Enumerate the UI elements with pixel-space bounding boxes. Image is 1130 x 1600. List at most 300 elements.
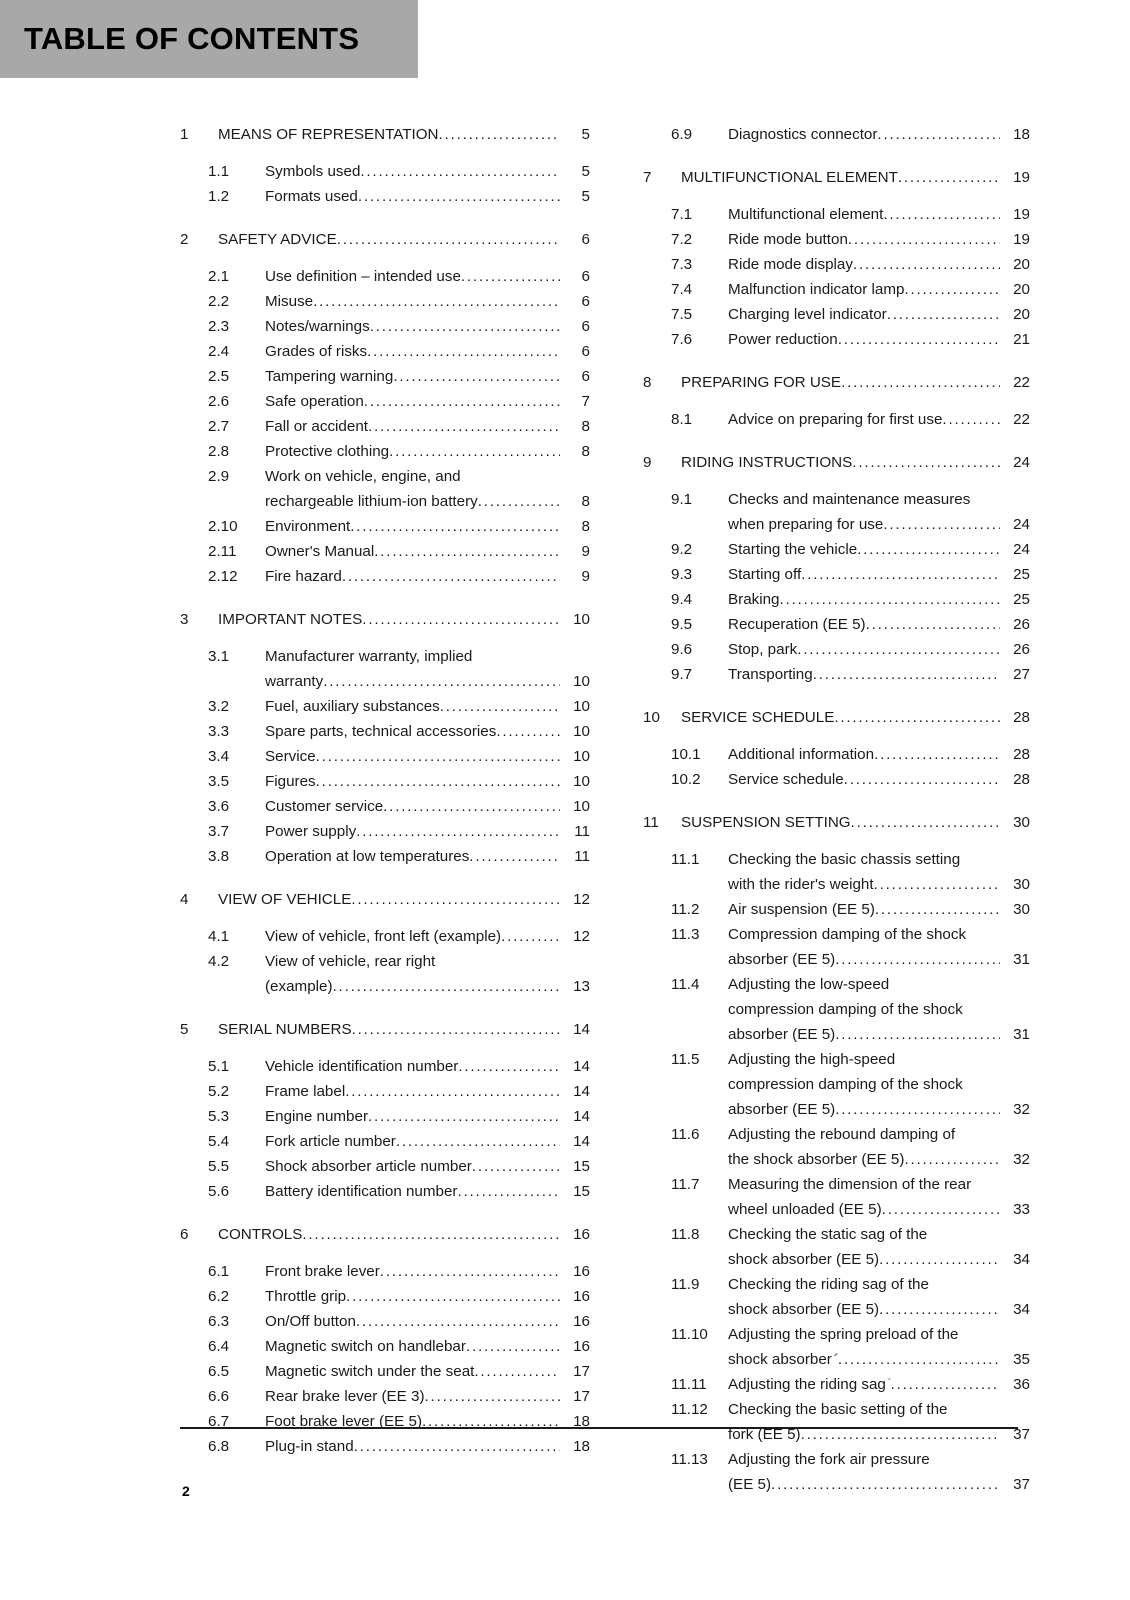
toc-entry-title: Symbols used bbox=[265, 163, 361, 180]
toc-section-entry[interactable] bbox=[643, 1397, 1030, 1447]
toc-entry-page: 37 bbox=[1013, 1476, 1030, 1493]
toc-entry-body bbox=[265, 1284, 590, 1309]
toc-entry-page: 19 bbox=[1013, 169, 1030, 186]
toc-entry-number: 2.5 bbox=[208, 368, 230, 385]
toc-entry-number: 7 bbox=[643, 169, 652, 186]
toc-entry-page: 17 bbox=[573, 1388, 590, 1405]
toc-entry-page: 28 bbox=[1013, 771, 1030, 788]
toc-entry-body bbox=[728, 302, 1030, 327]
toc-section-entry[interactable] bbox=[180, 719, 590, 744]
toc-entry-title: Adjusting the fork air pressure bbox=[728, 1451, 930, 1468]
toc-section-entry[interactable] bbox=[643, 537, 1030, 562]
toc-section-entry[interactable] bbox=[180, 1334, 590, 1359]
toc-entry-title: Ride mode display bbox=[728, 256, 853, 273]
toc-entry-title: SERIAL NUMBERS bbox=[218, 1021, 352, 1038]
toc-section-entry[interactable] bbox=[180, 439, 590, 464]
toc-entry-body bbox=[728, 1272, 1030, 1322]
toc-entry-number: 3.3 bbox=[208, 723, 230, 740]
toc-section-entry[interactable] bbox=[643, 562, 1030, 587]
toc-entry-title: VIEW OF VEHICLE bbox=[218, 891, 352, 908]
toc-chapter-entry[interactable] bbox=[180, 227, 590, 252]
toc-entry-number: 9 bbox=[643, 454, 652, 471]
toc-section-entry[interactable] bbox=[180, 1384, 590, 1409]
leader-dots bbox=[323, 669, 560, 694]
toc-entry-body bbox=[265, 1359, 590, 1384]
toc-section-entry[interactable] bbox=[180, 819, 590, 844]
toc-entry-page: 31 bbox=[1013, 1026, 1030, 1043]
toc-section-entry[interactable] bbox=[180, 1129, 590, 1154]
toc-entry-body bbox=[265, 719, 590, 744]
toc-entry-body bbox=[265, 744, 590, 769]
toc-entry-body bbox=[728, 587, 1030, 612]
toc-entry-title: RIDING INSTRUCTIONS bbox=[681, 454, 853, 471]
toc-entry-body bbox=[265, 1154, 590, 1179]
toc-entry-page: 18 bbox=[573, 1413, 590, 1430]
toc-section-entry[interactable] bbox=[643, 637, 1030, 662]
toc-entry-page: 8 bbox=[581, 493, 590, 510]
leader-dots bbox=[383, 794, 560, 819]
toc-entry-number: 4.1 bbox=[208, 928, 230, 945]
toc-section-entry[interactable] bbox=[180, 1409, 590, 1434]
toc-entry-number: 11 bbox=[643, 814, 659, 831]
toc-entry-body bbox=[728, 1372, 1030, 1397]
toc-entry-title: Shock absorber article number bbox=[265, 1158, 472, 1175]
toc-section-entry[interactable] bbox=[643, 1322, 1030, 1372]
toc-section-entry[interactable] bbox=[643, 1272, 1030, 1322]
toc-entry-body bbox=[728, 922, 1030, 972]
toc-entry-number: 10.2 bbox=[671, 771, 701, 788]
toc-entry-number: 7.3 bbox=[671, 256, 693, 273]
toc-entry-title: Magnetic switch on handlebar bbox=[265, 1338, 466, 1355]
toc-section-entry[interactable] bbox=[643, 767, 1030, 792]
toc-entry-title: Braking bbox=[728, 591, 780, 608]
toc-entry-number: 2 bbox=[180, 231, 189, 248]
toc-entry-page: 15 bbox=[573, 1158, 590, 1175]
toc-entry-body bbox=[265, 924, 590, 949]
toc-entry-number: 7.5 bbox=[671, 306, 693, 323]
toc-entry-number: 8.1 bbox=[671, 411, 693, 428]
toc-entry-body bbox=[728, 767, 1030, 792]
toc-entry-body bbox=[728, 537, 1030, 562]
toc-entry-title: Adjusting the low-speed bbox=[728, 976, 890, 993]
toc-section-entry[interactable] bbox=[643, 202, 1030, 227]
toc-section-entry[interactable] bbox=[643, 897, 1030, 922]
toc-section-entry[interactable] bbox=[180, 794, 590, 819]
toc-entry-body bbox=[728, 1222, 1030, 1272]
toc-entry-page: 6 bbox=[581, 293, 590, 310]
toc-entry-page: 37 bbox=[1013, 1426, 1030, 1443]
leader-dots bbox=[389, 439, 560, 464]
toc-section-entry[interactable] bbox=[180, 1154, 590, 1179]
toc-chapter-entry[interactable] bbox=[180, 1017, 590, 1042]
toc-column-left bbox=[180, 122, 590, 1459]
toc-section-entry[interactable] bbox=[180, 1284, 590, 1309]
toc-entry-title: Use definition – intended use bbox=[265, 268, 461, 285]
toc-entry-page: 16 bbox=[573, 1263, 590, 1280]
leader-dots bbox=[904, 1147, 1000, 1172]
toc-section-entry[interactable] bbox=[643, 1222, 1030, 1272]
toc-chapter-entry[interactable] bbox=[180, 887, 590, 912]
toc-entry-title: Safe operation bbox=[265, 393, 364, 410]
toc-entry-title: Compression damping of the shock bbox=[728, 926, 967, 943]
leader-dots bbox=[352, 1017, 560, 1042]
toc-entry-number: 11.10 bbox=[671, 1326, 708, 1343]
toc-entry-number: 3.1 bbox=[208, 648, 230, 665]
toc-entry-page: 17 bbox=[573, 1363, 590, 1380]
toc-entry-page: 13 bbox=[573, 978, 590, 995]
toc-entry-number: 7.1 bbox=[671, 206, 693, 223]
toc-entry-title: absorber (EE 5) bbox=[728, 1026, 836, 1043]
leader-dots bbox=[801, 562, 1000, 587]
toc-entry-number: 2.4 bbox=[208, 343, 230, 360]
toc-section-entry[interactable] bbox=[643, 252, 1030, 277]
toc-section-entry[interactable] bbox=[180, 339, 590, 364]
toc-entry-title: Plug-in stand bbox=[265, 1438, 354, 1455]
toc-entry-body bbox=[265, 1409, 590, 1434]
toc-entry-number: 11.12 bbox=[671, 1401, 708, 1418]
toc-entry-title: warranty bbox=[265, 673, 324, 690]
toc-section-entry[interactable] bbox=[643, 922, 1030, 972]
toc-section-entry[interactable] bbox=[180, 1359, 590, 1384]
toc-section-entry[interactable] bbox=[180, 644, 590, 694]
toc-section-entry[interactable] bbox=[180, 539, 590, 564]
leader-dots bbox=[841, 370, 1000, 395]
toc-entry-body bbox=[218, 887, 590, 912]
toc-entry-body bbox=[265, 1179, 590, 1204]
toc-entry-title: (EE 5) bbox=[728, 1476, 772, 1493]
leader-dots bbox=[425, 1384, 560, 1409]
toc-section-entry[interactable] bbox=[180, 514, 590, 539]
toc-entry-number: 3.8 bbox=[208, 848, 230, 865]
toc-entry-title: Checking the static sag of the bbox=[728, 1226, 928, 1243]
toc-entry-page: 34 bbox=[1013, 1251, 1030, 1268]
toc-entry-page: 30 bbox=[1013, 901, 1030, 918]
toc-entry-page: 36 bbox=[1013, 1376, 1030, 1393]
leader-dots bbox=[874, 872, 1000, 897]
toc-section-entry[interactable] bbox=[180, 389, 590, 414]
toc-entry-title: Battery identification number bbox=[265, 1183, 458, 1200]
toc-entry-page: 8 bbox=[581, 518, 590, 535]
leader-dots bbox=[360, 159, 560, 184]
toc-chapter-entry[interactable] bbox=[643, 370, 1030, 395]
toc-section-entry[interactable] bbox=[643, 587, 1030, 612]
leader-dots bbox=[316, 769, 560, 794]
toc-entry-number: 5.3 bbox=[208, 1108, 230, 1125]
toc-section-entry[interactable] bbox=[643, 227, 1030, 252]
toc-chapter-entry[interactable] bbox=[643, 165, 1030, 190]
toc-section-entry[interactable] bbox=[643, 612, 1030, 637]
toc-entry-title: Transporting bbox=[728, 666, 813, 683]
toc-entry-number: 3.7 bbox=[208, 823, 230, 840]
toc-entry-page: 22 bbox=[1013, 411, 1030, 428]
toc-entry-title: Additional information bbox=[728, 746, 875, 763]
toc-entry-number: 5.1 bbox=[208, 1058, 230, 1075]
toc-entry-number: 1.2 bbox=[208, 188, 230, 205]
toc-entry-number: 9.2 bbox=[671, 541, 693, 558]
toc-entry-body bbox=[265, 1054, 590, 1079]
toc-entry-title: shock absorber (EE 5) bbox=[728, 1301, 880, 1318]
toc-section-entry[interactable] bbox=[643, 662, 1030, 687]
leader-dots bbox=[469, 844, 560, 869]
toc-entry-body bbox=[728, 487, 1030, 537]
toc-entry-body bbox=[218, 1017, 590, 1042]
toc-entry-title: Adjusting the high-speed bbox=[728, 1051, 896, 1068]
toc-entry-page: 32 bbox=[1013, 1101, 1030, 1118]
toc-entry-title: Rear brake lever (EE 3) bbox=[265, 1388, 425, 1405]
toc-entry-title: when preparing for use bbox=[728, 516, 884, 533]
page-title: TABLE OF CONTENTS bbox=[24, 21, 360, 56]
toc-entry-title: (example) bbox=[265, 978, 333, 995]
toc-section-entry[interactable] bbox=[643, 122, 1030, 147]
toc-entry-body bbox=[728, 1397, 1030, 1447]
toc-entry-title: Fire hazard bbox=[265, 568, 342, 585]
toc-section-entry[interactable] bbox=[180, 744, 590, 769]
toc-entry-number: 9.7 bbox=[671, 666, 693, 683]
toc-section-entry[interactable] bbox=[180, 184, 590, 209]
toc-chapter-entry[interactable] bbox=[180, 122, 590, 147]
toc-section-entry[interactable] bbox=[643, 1122, 1030, 1172]
toc-entry-page: 22 bbox=[1013, 374, 1030, 391]
toc-entry-body bbox=[728, 1122, 1030, 1172]
toc-entry-page: 34 bbox=[1013, 1301, 1030, 1318]
toc-entry-body bbox=[265, 644, 590, 694]
toc-section-entry[interactable] bbox=[180, 844, 590, 869]
leader-dots bbox=[879, 1297, 1000, 1322]
toc-entry-number: 11.9 bbox=[671, 1276, 700, 1293]
toc-entry-number: 11.8 bbox=[671, 1226, 700, 1243]
toc-entry-page: 25 bbox=[1013, 591, 1030, 608]
toc-entry-page: 16 bbox=[573, 1313, 590, 1330]
toc-section-entry[interactable] bbox=[643, 1447, 1030, 1497]
toc-section-entry[interactable] bbox=[180, 314, 590, 339]
toc-entry-page: 24 bbox=[1013, 516, 1030, 533]
leader-dots bbox=[474, 1359, 560, 1384]
toc-section-entry[interactable] bbox=[643, 277, 1030, 302]
toc-entry-body bbox=[265, 264, 590, 289]
toc-entry-body bbox=[265, 414, 590, 439]
toc-entry-number: 6.3 bbox=[208, 1313, 230, 1330]
leader-dots bbox=[834, 705, 1000, 730]
toc-section-entry[interactable] bbox=[643, 1047, 1030, 1122]
toc-entry-title: wheel unloaded (EE 5) bbox=[728, 1201, 882, 1218]
toc-entry-body bbox=[265, 539, 590, 564]
toc-entry-page: 21 bbox=[1013, 331, 1030, 348]
toc-section-entry[interactable] bbox=[180, 159, 590, 184]
leader-dots bbox=[797, 637, 1000, 662]
toc-entry-page: 8 bbox=[581, 418, 590, 435]
toc-section-entry[interactable] bbox=[180, 264, 590, 289]
toc-entry-title: Checking the basic setting of the bbox=[728, 1401, 948, 1418]
toc-entry-title: Fuel, auxiliary substances bbox=[265, 698, 440, 715]
leader-dots bbox=[396, 1129, 560, 1154]
toc-entry-number: 2.10 bbox=[208, 518, 238, 535]
toc-chapter-entry[interactable] bbox=[643, 450, 1030, 475]
toc-entry-body bbox=[728, 562, 1030, 587]
toc-entry-title: SUSPENSION SETTING bbox=[681, 814, 851, 831]
toc-section-entry[interactable] bbox=[180, 289, 590, 314]
toc-entry-page: 10 bbox=[573, 673, 590, 690]
toc-entry-page: 25 bbox=[1013, 566, 1030, 583]
toc-entry-page: 10 bbox=[573, 723, 590, 740]
toc-entry-body bbox=[265, 389, 590, 414]
toc-chapter-entry[interactable] bbox=[180, 1222, 590, 1247]
toc-section-entry[interactable] bbox=[643, 487, 1030, 537]
toc-entry-title: CONTROLS bbox=[218, 1226, 303, 1243]
toc-section-entry[interactable] bbox=[643, 972, 1030, 1047]
toc-entry-title: SAFETY ADVICE bbox=[218, 231, 337, 248]
toc-entry-page: 33 bbox=[1013, 1201, 1030, 1218]
toc-section-entry[interactable] bbox=[643, 327, 1030, 352]
toc-entry-page: 11 bbox=[574, 848, 590, 865]
leader-dots bbox=[883, 512, 1000, 537]
toc-entry-page: 6 bbox=[581, 343, 590, 360]
toc-chapter-entry[interactable] bbox=[643, 810, 1030, 835]
toc-section-entry[interactable] bbox=[180, 414, 590, 439]
toc-entry-body bbox=[265, 339, 590, 364]
toc-entry-title: Environment bbox=[265, 518, 351, 535]
toc-entry-title: Owner's Manual bbox=[265, 543, 375, 560]
toc-section-entry[interactable] bbox=[180, 694, 590, 719]
leader-dots bbox=[942, 407, 1000, 432]
toc-section-entry[interactable] bbox=[643, 1172, 1030, 1222]
toc-section-entry[interactable] bbox=[180, 464, 590, 514]
toc-entry-title: compression damping of the shock bbox=[728, 1076, 963, 1093]
leader-dots bbox=[356, 819, 560, 844]
toc-section-entry[interactable] bbox=[643, 302, 1030, 327]
toc-entry-body bbox=[265, 819, 590, 844]
leader-dots bbox=[364, 389, 560, 414]
toc-entry-number: 2.11 bbox=[208, 543, 237, 560]
toc-entry-number: 9.5 bbox=[671, 616, 693, 633]
toc-entry-page: 30 bbox=[1013, 876, 1030, 893]
toc-section-entry[interactable] bbox=[180, 769, 590, 794]
leader-dots bbox=[422, 1409, 560, 1434]
toc-entry-title: Operation at low temperatures bbox=[265, 848, 470, 865]
leader-dots bbox=[801, 1422, 1000, 1447]
toc-entry-page: 16 bbox=[573, 1288, 590, 1305]
toc-entry-number: 2.9 bbox=[208, 468, 230, 485]
leader-dots bbox=[313, 289, 560, 314]
toc-entry-number: 8 bbox=[643, 374, 652, 391]
toc-entry-title: Manufacturer warranty, implied bbox=[265, 648, 473, 665]
toc-entry-page: 6 bbox=[581, 368, 590, 385]
leader-dots bbox=[458, 1054, 560, 1079]
toc-section-entry[interactable] bbox=[180, 1259, 590, 1284]
toc-section-entry[interactable] bbox=[180, 1434, 590, 1459]
toc-entry-body bbox=[265, 464, 590, 514]
toc-entry-title: Service bbox=[265, 748, 316, 765]
toc-entry-page: 11 bbox=[574, 823, 590, 840]
toc-entry-number: 6.9 bbox=[671, 126, 693, 143]
toc-entry-title: Adjusting the riding sag bbox=[728, 1376, 886, 1393]
toc-section-entry[interactable] bbox=[643, 742, 1030, 767]
toc-entry-title: Ride mode button bbox=[728, 231, 848, 248]
wrench-icon bbox=[888, 1378, 891, 1391]
leader-dots bbox=[887, 302, 1000, 327]
toc-section-entry[interactable] bbox=[180, 1309, 590, 1334]
toc-entry-title: Adjusting the spring preload of the bbox=[728, 1326, 959, 1343]
wrench-icon bbox=[834, 1353, 838, 1366]
leader-dots bbox=[848, 227, 1000, 252]
leader-dots bbox=[838, 327, 1000, 352]
toc-section-entry[interactable] bbox=[643, 1372, 1030, 1397]
toc-entry-number: 11.4 bbox=[671, 976, 700, 993]
toc-entry-page: 5 bbox=[581, 188, 590, 205]
toc-section-entry[interactable] bbox=[180, 1054, 590, 1079]
toc-entry-number: 11.13 bbox=[671, 1451, 708, 1468]
toc-entry-title: Malfunction indicator lamp bbox=[728, 281, 905, 298]
toc-entry-number: 3.6 bbox=[208, 798, 230, 815]
toc-section-entry[interactable] bbox=[180, 924, 590, 949]
toc-entry-page: 12 bbox=[573, 928, 590, 945]
toc-section-entry[interactable] bbox=[180, 1179, 590, 1204]
toc-chapter-entry[interactable] bbox=[180, 607, 590, 632]
leader-dots bbox=[342, 564, 560, 589]
toc-entry-body bbox=[728, 637, 1030, 662]
toc-entry-title: absorber (EE 5) bbox=[728, 951, 836, 968]
toc-chapter-entry[interactable] bbox=[643, 705, 1030, 730]
leader-dots bbox=[838, 1347, 1000, 1372]
leader-dots bbox=[835, 1022, 1000, 1047]
toc-entry-title: On/Off button bbox=[265, 1313, 356, 1330]
toc-entry-body bbox=[265, 1129, 590, 1154]
leader-dots bbox=[866, 612, 1000, 637]
toc-section-entry[interactable] bbox=[180, 564, 590, 589]
leader-dots bbox=[380, 1259, 560, 1284]
toc-section-entry[interactable] bbox=[180, 1079, 590, 1104]
toc-entry-number: 5.2 bbox=[208, 1083, 230, 1100]
toc-entry-body bbox=[265, 364, 590, 389]
toc-section-entry[interactable] bbox=[643, 847, 1030, 897]
leader-dots bbox=[374, 539, 560, 564]
toc-entry-body bbox=[218, 1222, 590, 1247]
leader-dots bbox=[496, 719, 560, 744]
leader-dots bbox=[393, 364, 560, 389]
leader-dots bbox=[472, 1154, 560, 1179]
leader-dots bbox=[853, 252, 1000, 277]
toc-entry-body bbox=[681, 165, 1030, 190]
toc-section-entry[interactable] bbox=[643, 407, 1030, 432]
toc-entry-number: 2.7 bbox=[208, 418, 230, 435]
toc-entry-page: 15 bbox=[573, 1183, 590, 1200]
toc-section-entry[interactable] bbox=[180, 1104, 590, 1129]
toc-entry-title: shock absorber (EE 5) bbox=[728, 1251, 880, 1268]
toc-entry-title: View of vehicle, rear right bbox=[265, 953, 436, 970]
toc-entry-body bbox=[265, 1309, 590, 1334]
toc-entry-title: Checks and maintenance measures bbox=[728, 491, 971, 508]
toc-entry-number: 3 bbox=[180, 611, 189, 628]
leader-dots bbox=[478, 489, 560, 514]
toc-entry-title: Foot brake lever (EE 5) bbox=[265, 1413, 422, 1430]
toc-entry-number: 2.2 bbox=[208, 293, 230, 310]
toc-entry-page: 14 bbox=[573, 1058, 590, 1075]
leader-dots bbox=[302, 1222, 560, 1247]
toc-entry-body bbox=[728, 897, 1030, 922]
toc-entry-body bbox=[265, 159, 590, 184]
leader-dots bbox=[439, 122, 560, 147]
leader-dots bbox=[457, 1179, 560, 1204]
toc-section-entry[interactable] bbox=[180, 364, 590, 389]
toc-section-entry[interactable] bbox=[180, 949, 590, 999]
toc-entry-page: 19 bbox=[1013, 231, 1030, 248]
leader-dots bbox=[351, 887, 560, 912]
footer-page-number: 2 bbox=[182, 1483, 190, 1499]
toc-entry-title: Advice on preparing for first use bbox=[728, 411, 943, 428]
toc-entry-number: 1.1 bbox=[208, 163, 230, 180]
toc-entry-body bbox=[218, 122, 590, 147]
leader-dots bbox=[851, 810, 1000, 835]
toc-entry-body bbox=[265, 844, 590, 869]
